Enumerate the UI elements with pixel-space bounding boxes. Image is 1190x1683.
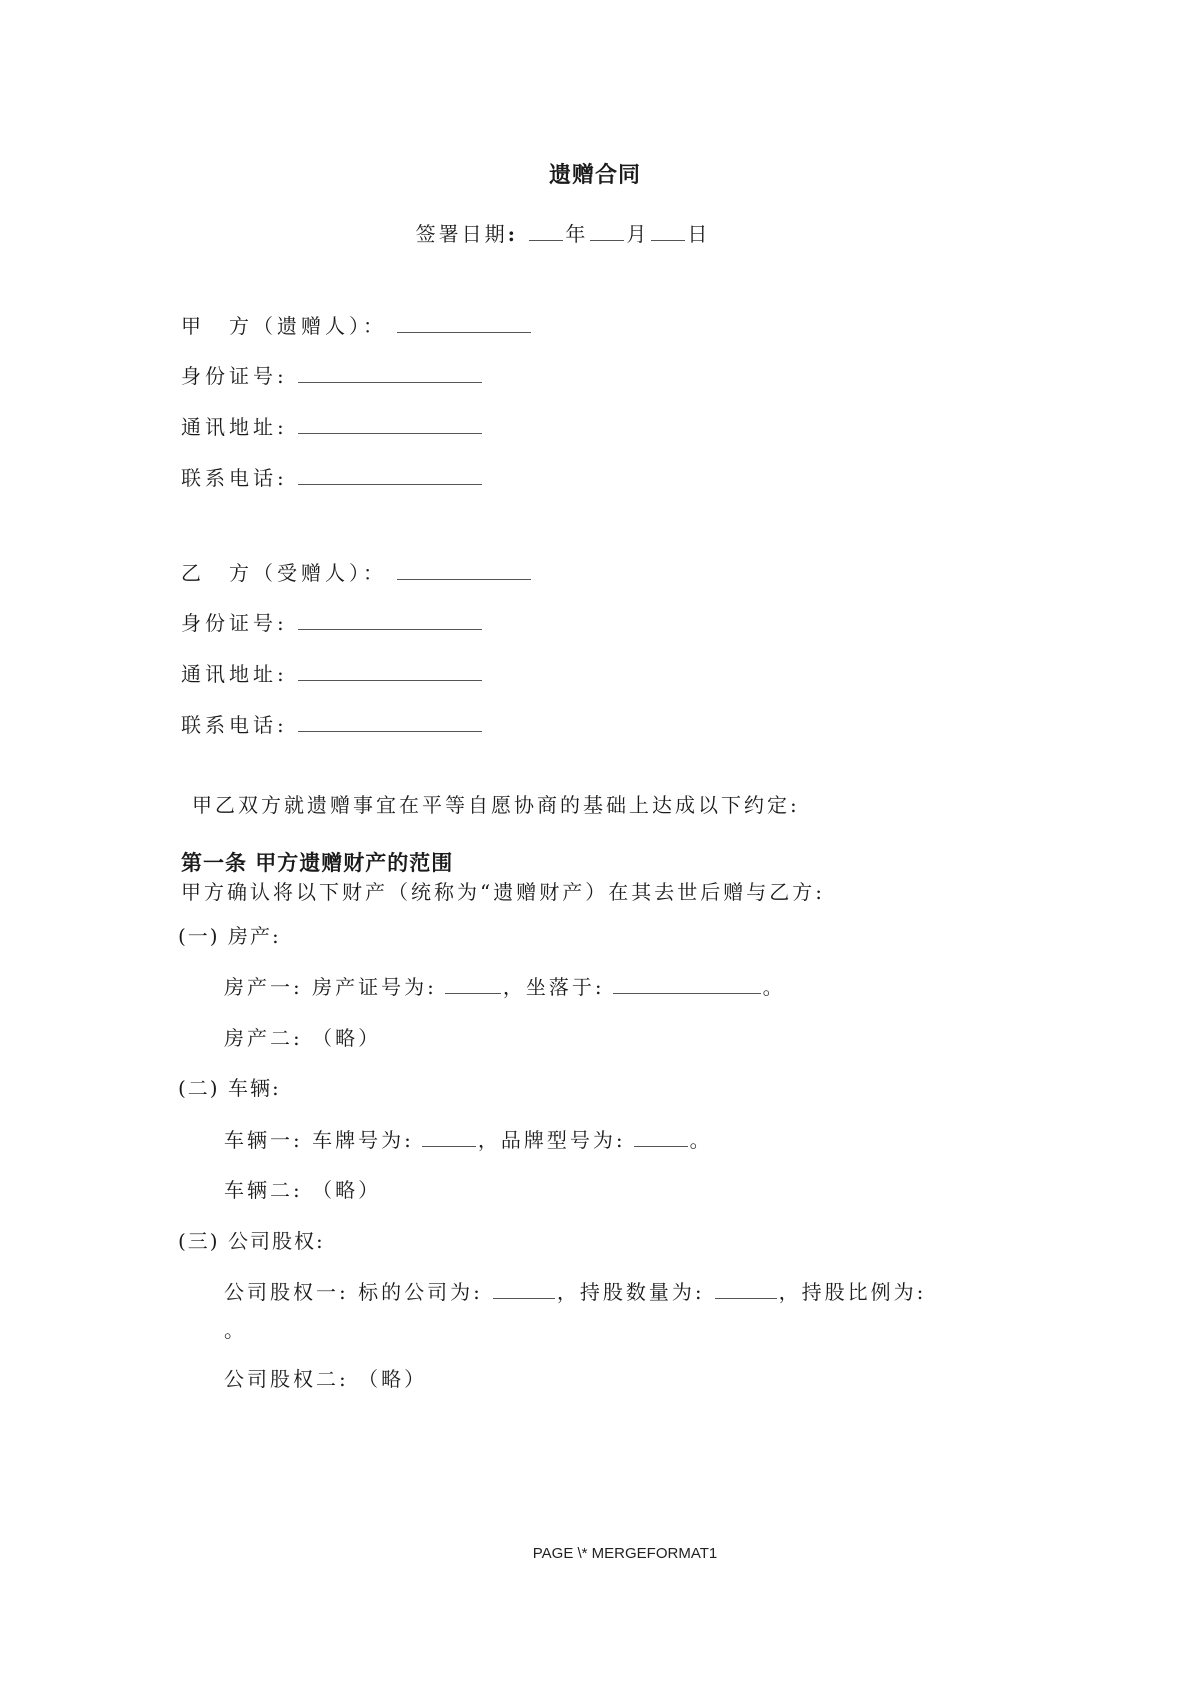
- party-a-id-field[interactable]: [298, 364, 482, 383]
- party-a-id-row: [181, 360, 484, 389]
- real-estate-1-middle: ，坐落于:: [502, 975, 605, 999]
- party-a-address-label: 通讯地址:: [181, 415, 288, 439]
- brand-model-field[interactable]: [634, 1128, 688, 1147]
- party-b-address-field[interactable]: [298, 662, 482, 681]
- party-a-label: 甲 方（遗赠人）：: [181, 314, 387, 338]
- party-b-name-row: [181, 557, 533, 586]
- property-cert-number-field[interactable]: [445, 975, 501, 994]
- day-label: 日: [687, 222, 711, 246]
- party-a-phone-label: 联系电话:: [181, 466, 288, 490]
- article-1-intro: 甲方确认将以下财产（统称为“遗赠财产）在其去世后赠与乙方:: [181, 880, 825, 904]
- signing-date-colon: :: [507, 222, 519, 246]
- party-a-address-row: [181, 411, 484, 440]
- equity-1-middle: ，持股数量为:: [556, 1280, 705, 1304]
- party-a-name-row: [181, 310, 533, 339]
- party-b-id-row: [181, 607, 484, 636]
- month-blank[interactable]: [590, 222, 624, 241]
- share-quantity-field[interactable]: [715, 1280, 777, 1299]
- party-a-address-field[interactable]: [298, 415, 482, 434]
- real-estate-1-suffix: 。: [762, 975, 786, 999]
- party-b-phone-field[interactable]: [298, 713, 482, 732]
- signing-date-line: [0, 218, 1126, 247]
- party-b-phone-row: [181, 709, 484, 738]
- day-blank[interactable]: [651, 222, 685, 241]
- party-a-name-field[interactable]: [397, 314, 531, 333]
- party-b-id-label: 身份证号:: [181, 611, 288, 635]
- real-estate-1-prefix: 房产一: 房产证号为:: [224, 975, 437, 999]
- target-company-field[interactable]: [493, 1280, 555, 1299]
- equity-1-prefix: 公司股权一: 标的公司为:: [224, 1280, 483, 1304]
- article-1-heading: 第一条 甲方遗赠财产的范围: [181, 850, 454, 875]
- preamble-text: 甲乙双方就遗赠事宜在平等自愿协商的基础上达成以下约定:: [192, 793, 800, 817]
- page-number-field: PAGE \* MERGEFORMAT1: [532, 1545, 718, 1562]
- equity-1-middle2: ，持股比例为:: [778, 1280, 927, 1304]
- real-estate-item-1: [224, 971, 786, 1000]
- equity-item-2: 公司股权二: （略）: [224, 1367, 428, 1391]
- party-b-address-label: 通讯地址:: [181, 662, 288, 686]
- party-a-id-label: 身份证号:: [181, 364, 288, 388]
- section-equity-label: (三) 公司股权:: [178, 1229, 325, 1253]
- year-label: 年: [565, 222, 589, 246]
- vehicle-1-middle: ，品牌型号为:: [477, 1128, 626, 1152]
- party-a-phone-row: [181, 462, 484, 491]
- property-location-field[interactable]: [613, 975, 761, 994]
- party-b-label: 乙 方（受赠人）：: [181, 561, 387, 585]
- party-b-phone-label: 联系电话:: [181, 713, 288, 737]
- license-plate-field[interactable]: [422, 1128, 476, 1147]
- vehicle-1-suffix: 。: [689, 1128, 713, 1152]
- vehicle-item-1: [224, 1124, 713, 1153]
- party-b-address-row: [181, 658, 484, 687]
- equity-item-1: [224, 1276, 926, 1305]
- real-estate-item-2: 房产二: （略）: [224, 1026, 382, 1050]
- vehicle-item-2: 车辆二: （略）: [224, 1178, 382, 1202]
- signing-date-label: 签署日期: [415, 222, 508, 246]
- document-title: 遗赠合同: [548, 162, 641, 188]
- vehicle-1-prefix: 车辆一: 车牌号为:: [224, 1128, 414, 1152]
- year-blank[interactable]: [529, 222, 563, 241]
- section-vehicles-label: (二) 车辆:: [178, 1076, 281, 1100]
- party-b-id-field[interactable]: [298, 611, 482, 630]
- party-b-name-field[interactable]: [397, 561, 531, 580]
- equity-item-1-suffix: 。: [224, 1318, 247, 1342]
- month-label: 月: [626, 222, 650, 246]
- party-a-phone-field[interactable]: [298, 466, 482, 485]
- section-real-estate-label: (一) 房产:: [178, 924, 281, 948]
